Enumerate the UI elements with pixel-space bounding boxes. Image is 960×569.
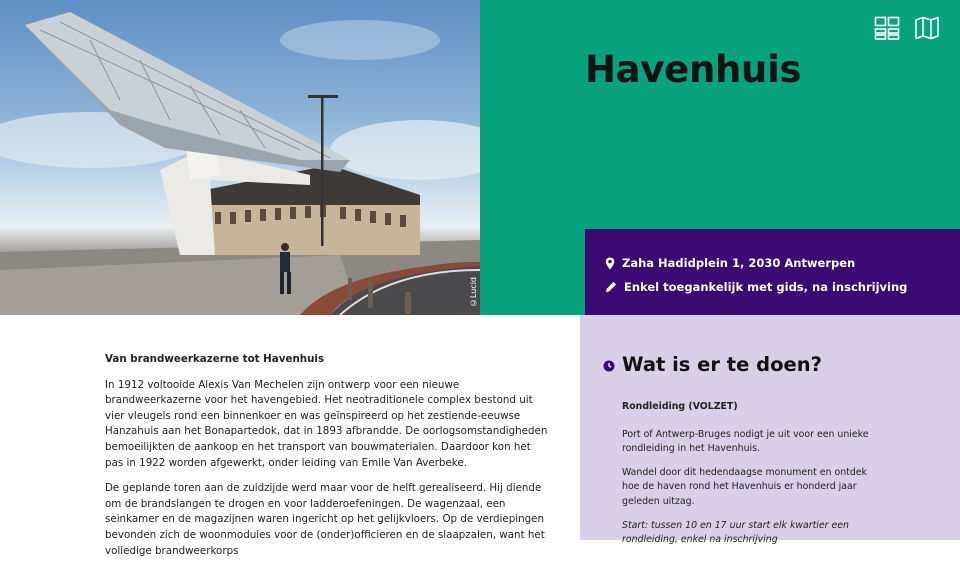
activity-title: Rondleiding (VOLZET) [622, 401, 738, 412]
article-heading: Van brandweerkazerne tot Havenhuis [105, 353, 325, 365]
activity-paragraph-2: Wandel door dit hedendaagse monument en ontdek hoe de haven rond het Havenhuis er honderd jaar geleden uitzag. [622, 466, 867, 507]
activities-body [622, 400, 872, 557]
grid-icon[interactable] [874, 16, 900, 40]
article [105, 352, 550, 569]
article-paragraph-2: De geplande toren aan de zuidzijde werd maar voor de helft gerealiseerd. Hij diende om de brandslangen te drogen en voor ladderoefeningen. De wagenzaal, een seinkamer en de magazijnen waren ingericht op het gelijkvloers. Op de verdiepingen bevonden zich de woonmodules voor de (onder)officieren en de slaapzalen, want het volledige brandweerkorps [105, 482, 545, 557]
top-icons [874, 16, 940, 40]
clock-icon [603, 360, 615, 372]
map-icon[interactable] [914, 16, 940, 40]
activity-paragraph-3: Start: tussen 10 en 17 uur start elk kwartier een rondleiding, enkel na inschrijving [622, 519, 849, 546]
activities-panel [580, 315, 960, 546]
activity-paragraph-1: Port of Antwerp-Bruges nodigt je uit voor een unieke rondleiding in het Havenhuis. [622, 428, 869, 455]
havenhuis-illustration [0, 0, 480, 315]
access-text: Enkel toegankelijk met gids, na inschrijving [624, 280, 908, 294]
access-row [605, 280, 907, 294]
address-text: Zaha Hadidplein 1, 2030 Antwerpen [622, 256, 856, 270]
address-row [605, 256, 855, 270]
pencil-icon [605, 281, 617, 293]
hero-photo [0, 0, 480, 315]
info-box [585, 229, 960, 315]
activities-heading: Wat is er te doen? [622, 353, 822, 376]
page-title: Havenhuis [585, 48, 802, 91]
article-paragraph-1: In 1912 voltooide Alexis Van Mechelen zijn ontwerp voor een nieuwe brandweerkazerne voor het havengebied. Het neotraditionele complex bestond uit vier vleugels rond een binnenkoer en was geïnspireerd op het zestiende-eeuwse Hanzahuis aan het Bonapartedok, dat in 1893 afbrandde. De oorlogsomstandigheden bemoeilijkten de aankoop en het transport van bouwmaterialen. Daardoor kon het pas in 1922 worden afgewerkt, onder leiding van Emile Van Averbeke. [105, 378, 548, 469]
location-pin-icon [605, 257, 615, 270]
photo-credit: ©Lucid [469, 276, 478, 307]
